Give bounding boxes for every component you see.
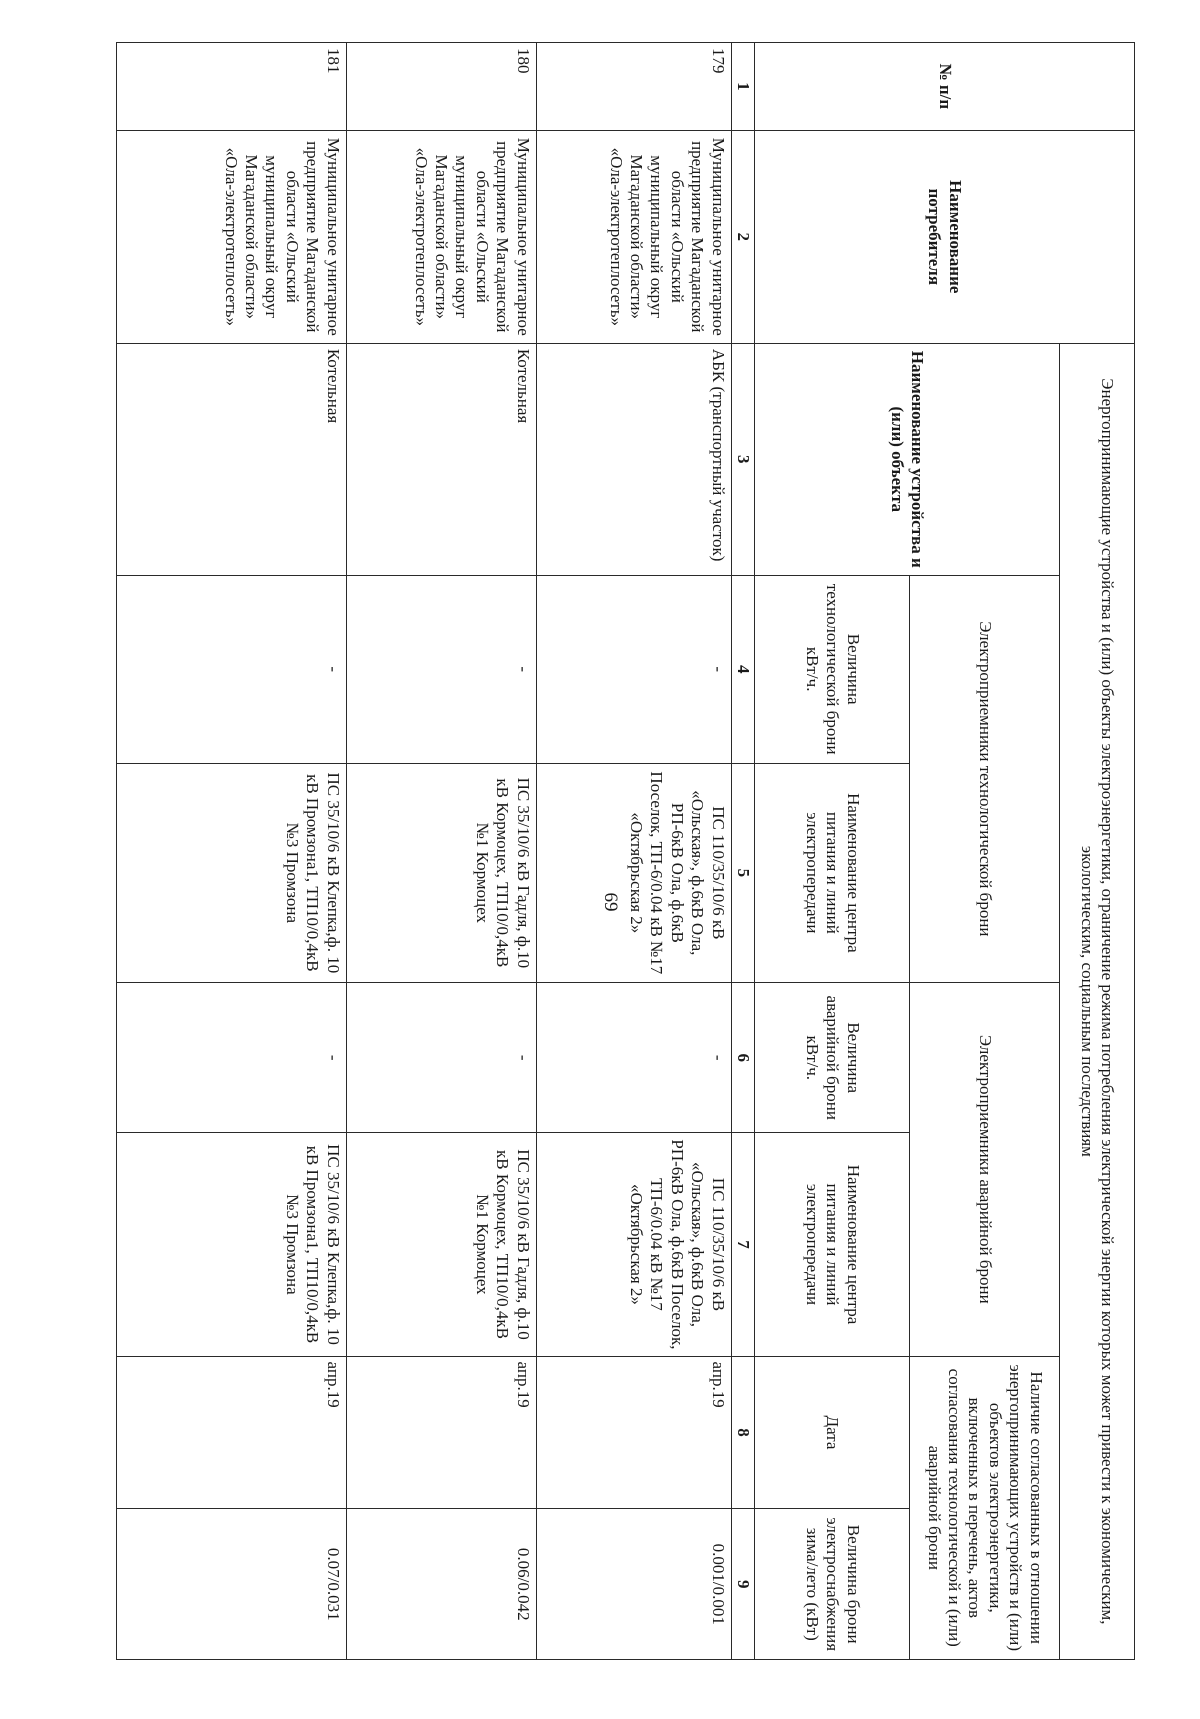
header-tech-value: Величина технологической брони кВт/ч. bbox=[755, 575, 910, 763]
object-name: Котельная bbox=[346, 343, 536, 575]
header-consumer: Наименование потребителя bbox=[755, 130, 1135, 343]
tech-power-center: ПС 110/35/10/6 кВ «Ольская», ф.6кВ Ола, РП-6кВ Ола, ф.6кВ Поселок, ТП-6/0.04 кВ №17 «Октябрьская 2» bbox=[536, 763, 731, 982]
emerg-power-center: ПС 110/35/10/6 кВ «Ольская», ф.6кВ Ола, РП-6кВ Ола, ф.6кВ Поселок, ТП-6/0.04 кВ №17 «Октябрьская 2» bbox=[536, 1133, 731, 1356]
table-row bbox=[116, 43, 346, 1660]
rotated-page bbox=[120, 42, 1135, 1660]
header-group-title: Энергопринимающие устройства и (или) объекты электроэнергетики, ограничение режима потребления электрической энергии которых может привести к экономическим, экологическим, социальным последствиям bbox=[1060, 343, 1135, 1659]
emerg-reserve-value: - bbox=[536, 983, 731, 1133]
header-emerg-value: Величина аварийной брони кВт/ч. bbox=[755, 983, 910, 1133]
header-date: Дата bbox=[755, 1356, 910, 1509]
col-number: 4 bbox=[731, 575, 754, 763]
header-object: Наименование устройства и (или) объекта bbox=[755, 343, 1060, 575]
reserve-winter-summer: 0.06/0.042 bbox=[346, 1509, 536, 1660]
reserve-winter-summer: 0.07/0.031 bbox=[116, 1509, 346, 1660]
header-tech-group: Электроприемники технологической брони bbox=[910, 575, 1060, 982]
consumer-name: Муниципальное унитарное предприятие Магаданской области «Ольский муниципальный округ Магаданской области» «Ола-электротеплосеть» bbox=[116, 130, 346, 343]
emerg-reserve-value: - bbox=[116, 983, 346, 1133]
header-tech-center: Наименование центра питания и линий электропередачи bbox=[755, 763, 910, 982]
tech-power-center: ПС 35/10/6 кВ Клепка,ф. 10 кВ Промзона1, ТП10/0,4кВ №3 Промзона bbox=[116, 763, 346, 982]
col-number: 5 bbox=[731, 763, 754, 982]
agreement-date: апр.19 bbox=[116, 1356, 346, 1509]
tech-reserve-value: - bbox=[536, 575, 731, 763]
consumer-name: Муниципальное унитарное предприятие Магаданской области «Ольский муниципальный округ Магаданской области» «Ола-электротеплосеть» bbox=[536, 130, 731, 343]
header-agree-group: Наличие согласованных в отношении энергопринимающих устройств и (или) объектов электроэнергетики, включенных в перечень, актов согласования технологической и (или) аварийной брони bbox=[910, 1356, 1060, 1659]
object-name: Котельная bbox=[116, 343, 346, 575]
tech-reserve-value: - bbox=[116, 575, 346, 763]
table-row bbox=[536, 43, 731, 1660]
col-number: 9 bbox=[731, 1509, 754, 1660]
tech-power-center: ПС 35/10/6 кВ Гадля, ф.10 кВ Кормоцех, ТП10/0,4кВ №1 Кормоцех bbox=[346, 763, 536, 982]
col-number: 1 bbox=[731, 43, 754, 131]
reserve-table bbox=[116, 42, 1135, 1660]
row-number: 180 bbox=[346, 43, 536, 131]
col-number: 3 bbox=[731, 343, 754, 575]
agreement-date: апр.19 bbox=[536, 1356, 731, 1509]
header-number: № п/п bbox=[755, 43, 1135, 131]
header-emerg-center: Наименование центра питания и линий электропередачи bbox=[755, 1133, 910, 1356]
header-reserve: Величина брони электроснабжения зима/лето (кВт) bbox=[755, 1509, 910, 1660]
row-number: 179 bbox=[536, 43, 731, 131]
col-number: 8 bbox=[731, 1356, 754, 1509]
row-number: 181 bbox=[116, 43, 346, 131]
col-number: 6 bbox=[731, 983, 754, 1133]
table-row bbox=[346, 43, 536, 1660]
agreement-date: апр.19 bbox=[346, 1356, 536, 1509]
consumer-name: Муниципальное унитарное предприятие Магаданской области «Ольский муниципальный округ Магаданской области» «Ола-электротеплосеть» bbox=[346, 130, 536, 343]
object-name: АБК (транспортный участок) bbox=[536, 343, 731, 575]
tech-reserve-value: - bbox=[346, 575, 536, 763]
emerg-reserve-value: - bbox=[346, 983, 536, 1133]
col-number: 2 bbox=[731, 130, 754, 343]
header-emerg-group: Электроприемники аварийной брони bbox=[910, 983, 1060, 1357]
page-number: 69 bbox=[600, 892, 621, 912]
emerg-power-center: ПС 35/10/6 кВ Гадля, ф.10 кВ Кормоцех, ТП10/0,4кВ №1 Кормоцех bbox=[346, 1133, 536, 1356]
col-number: 7 bbox=[731, 1133, 754, 1356]
reserve-winter-summer: 0.001/0.001 bbox=[536, 1509, 731, 1660]
emerg-power-center: ПС 35/10/6 кВ Клепка,ф. 10 кВ Промзона1, ТП10/0,4кВ №3 Промзона bbox=[116, 1133, 346, 1356]
